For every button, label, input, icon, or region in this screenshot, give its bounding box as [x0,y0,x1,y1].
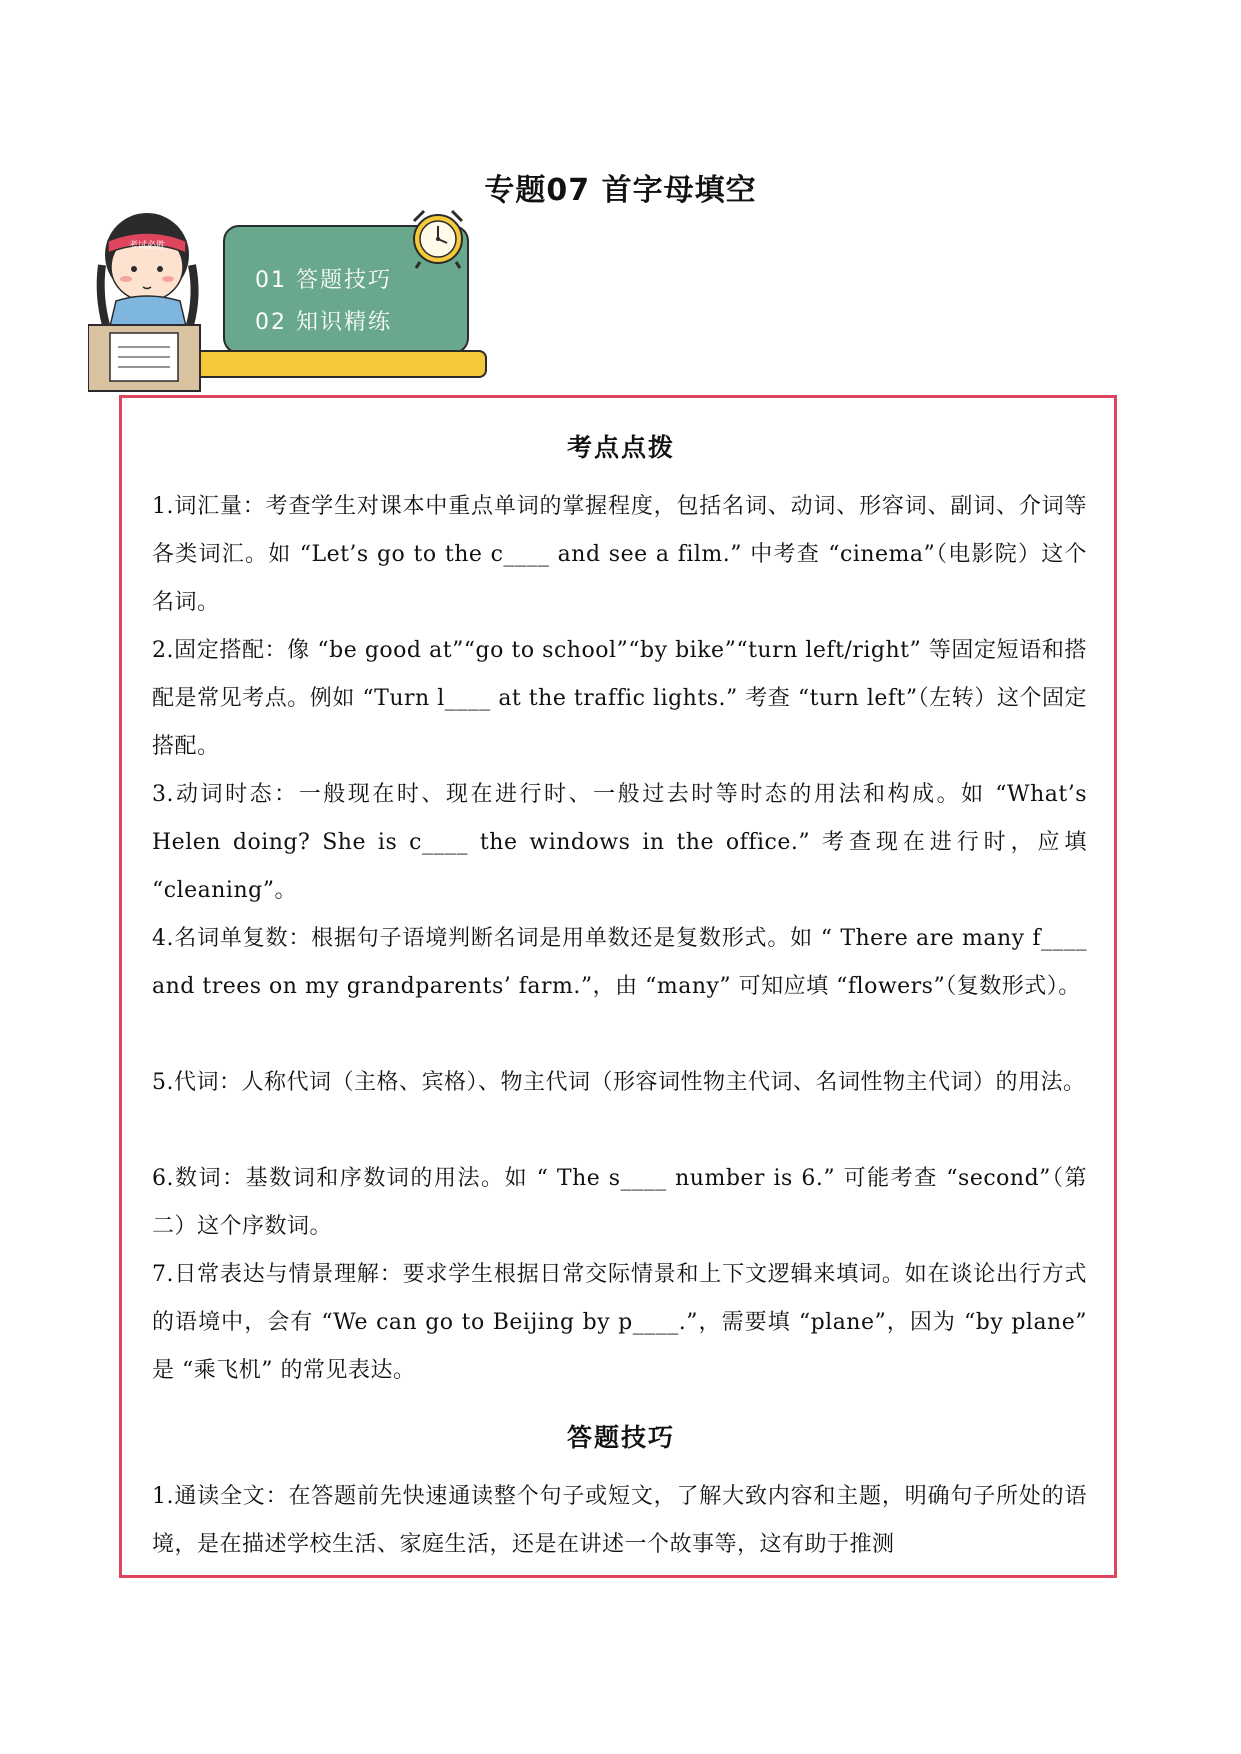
content-frame [119,395,1117,1578]
section-heading-skills: 答题技巧 [566,1423,675,1452]
point-numerals: 6.数词：基数词和序数词的用法。如 “ The s____ number is 6.” 可能考查 “second”（第二）这个序数词。 [152,1166,1087,1239]
point-daily-expressions: 7.日常表达与情景理解：要求学生根据日常交际情景和上下文逻辑来填词。如在谈论出行方式的语境中，会有 “We can go to Beijing by p____.”，需要填 “plane”，因为 “by plane” 是 “乘飞机” 的常见表达。 [152,1262,1087,1383]
chalkboard-shelf [193,350,487,378]
page-title: 专题07 首字母填空 [484,173,757,208]
student-girl-illustration [88,205,228,395]
toc-item-practice: 02 知识精练 [255,310,392,335]
alarm-clock-icon [406,205,470,269]
section-heading-key-points: 考点点拨 [566,433,675,462]
point-pronouns: 5.代词：人称代词（主格、宾格）、物主代词（形容词性物主代词、名词性物主代词）的用法。 [152,1070,1086,1095]
skill-read-through: 1.通读全文：在答题前先快速通读整个句子或短文，了解大致内容和主题，明确句子所处的语境，是在描述学校生活、家庭生活，还是在讲述一个故事等，这有助于推测 [152,1484,1087,1557]
point-noun-number: 4.名词单复数：根据句子语境判断名词是用单数还是复数形式。如 “ There are many f____ and trees on my grandparents’ farm.”，由 “many” 可知应填 “flowers”（复数形式）。 [152,926,1087,999]
point-vocabulary: 1.词汇量：考查学生对课本中重点单词的掌握程度，包括名词、动词、形容词、副词、介词等各类词汇。如 “Let’s go to the c____ and see a film.” 中考查 “cinema”（电影院）这个名词。 [152,494,1087,615]
topic-banner [88,205,488,395]
point-fixed-phrases: 2.固定搭配：像 “be good at”“go to school”“by bike”“turn left/right” 等固定短语和搭配是常见考点。例如 “Turn l____ at the traffic lights.” 考查 “turn left”（左转）这个固定搭配。 [152,638,1087,759]
toc-item-skills: 01 答题技巧 [255,268,392,293]
headband-text: 考试必胜 [128,241,166,251]
point-verb-tense: 3.动词时态：一般现在时、现在进行时、一般过去时等时态的用法和构成。如 “What’s Helen doing? She is c____ the windows in the office.” 考查现在进行时，应填 “cleaning”。 [152,782,1087,903]
